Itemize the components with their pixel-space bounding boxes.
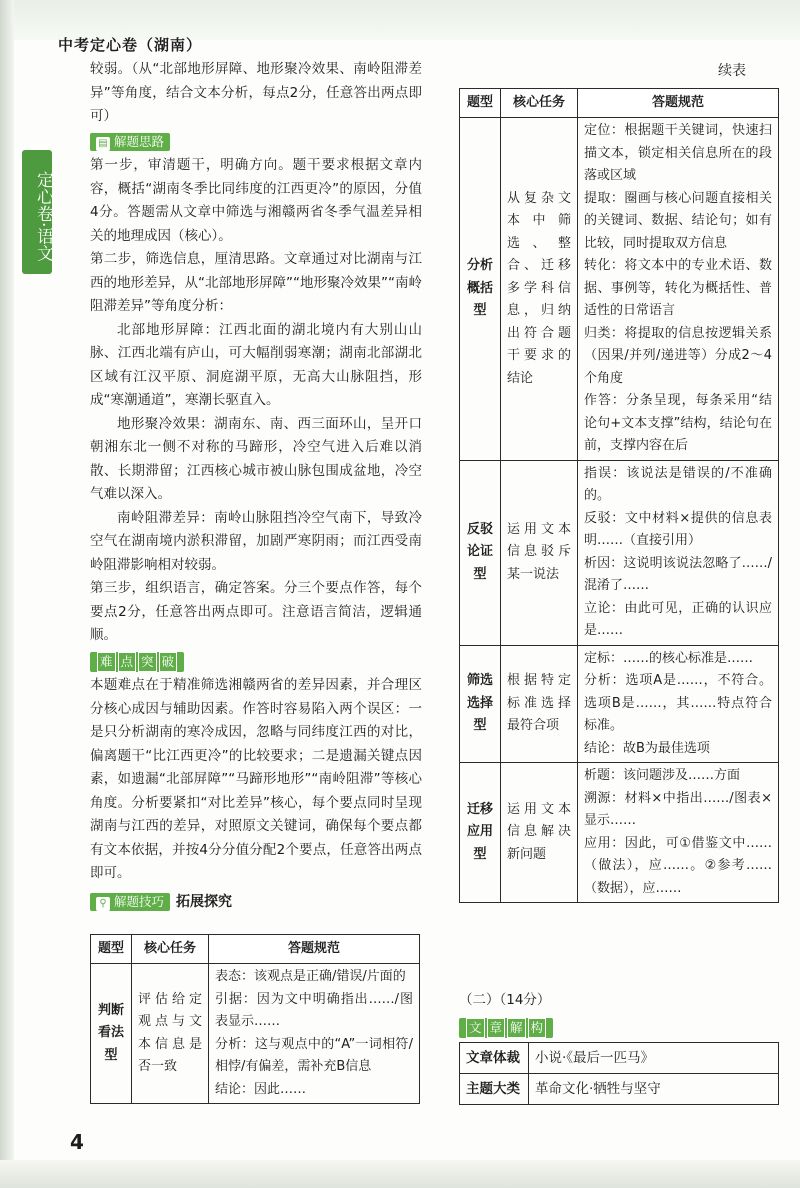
side-tab: 定心卷·语文 (22, 150, 52, 274)
key-icon: ⚲ (96, 897, 110, 911)
summary-value: 小说·《最后一匹马》 (529, 1043, 779, 1074)
cell-norm (578, 645, 779, 763)
cell-task: 运用文本信息解决新问题 (501, 763, 578, 903)
nandian-text: 本题难点在于精准筛选湘赣两省的差异因素，并合理区分核心成因与辅助因素。作答时容易陷入两个误区：一是只分析湖南的寒冷成因，忽略与同纬度江西的对比，偏离题干“比江西更冷”的比较要求；二是遗漏关键点因素，如遗漏“北部屏障”“马蹄形地形”“南岭阻滞”等核心角度。分析要紧扣“对比差异”核心，每个要点同时呈现湖南与江西的差异，对照原文关键词，确保每个要点都有文本依据，并按4分分值分配2个要点，任意答出两点即可。 (90, 677, 422, 881)
page-number: 4 (70, 1130, 84, 1154)
summary-key: 文章体裁 (460, 1043, 529, 1074)
point2: 地形聚冷效果：湖南东、南、西三面环山，呈开口朝湘东北一侧不对称的马蹄形，冷空气进入后难以消散、长期滞留；江西核心城市被山脉包围成盆地，冷空气难以深入。 (90, 415, 422, 502)
table-header-row (91, 935, 420, 964)
norm-line: 提取：圈画与核心问题直接相关的关键词、数据、结论句；如有比较，同时提取双方信息 (584, 190, 772, 251)
tag-jiqiao (90, 893, 170, 911)
cell-task: 评估给定观点与文本信息是否一致 (132, 964, 209, 1104)
step3: 第三步，组织语言，确定答案。分三个要点作答，每个要点2分，任意答出两点即可。注意语言简洁，逻辑通顺。 (90, 580, 422, 643)
norm-line: 定位：根据题干关键词，快速扫描文本，锁定相关信息所在的段落或区域 (584, 123, 772, 183)
th-norm: 答题规范 (578, 89, 779, 118)
norm-line: 归类：将提取的信息按逻辑关系（因果/并列/递进等）分成2～4个角度 (584, 325, 772, 386)
tag-char: 文 (466, 1018, 485, 1038)
page-header: 中考定心卷（湖南） (58, 36, 203, 54)
step1: 第一步，审清题干，明确方向。题干要求根据文章内容，概括“湖南冬季比同纬度的江西更冷”的原因，分值4分。答题需从文章中筛选与湘赣两省冬季气温差异相关的地理成因（核心）。 (90, 157, 422, 244)
point3: 南岭阻滞差异：南岭山脉阻挡冷空气南下，导致冷空气在湖南境内淤积滞留，加剧严寒阴雨；而江西受南岭阻滞影响相对较弱。 (90, 509, 422, 573)
tag-char: 构 (528, 1018, 547, 1038)
th-task: 核心任务 (132, 935, 209, 964)
cell-task: 根据特定标准选择最符合项 (501, 645, 578, 763)
tag-char: 章 (487, 1018, 506, 1038)
norm-line: 分析：选项A是……，不符合。选项B是……，其……特点符合标准。 (584, 673, 772, 733)
tag-char: 点 (118, 652, 137, 672)
tag-char: 破 (159, 652, 178, 672)
tag-char: 难 (97, 652, 116, 672)
tag-char: 解 (507, 1018, 526, 1038)
right-table (459, 88, 779, 903)
cell-type: 反驳论证型 (460, 460, 501, 645)
th-type: 题型 (91, 935, 132, 964)
summary-value: 革命文化·牺牲与坚守 (529, 1074, 779, 1105)
intro-text: 较弱。（从“北部地形屏障、地形聚冷效果、南岭阻滞差异”等角度，结合文本分析，每点2分，任意答出两点即可） (90, 61, 422, 124)
section-two-title: （二）（14分） (459, 992, 551, 1008)
continued-label: 续表 (718, 63, 746, 79)
norm-line: 转化：将文本中的专业术语、数据、事例等，转化为概括性、普适性的日常语言 (584, 258, 772, 318)
cell-type: 分析概括型 (460, 118, 501, 461)
norm-line: 溯源：材料×中指出……/图表×显示…… (584, 790, 772, 828)
table-row (460, 1074, 779, 1105)
cell-type: 判断看法型 (91, 964, 132, 1104)
th-task: 核心任务 (501, 89, 578, 118)
norm-line: 指误：该说法是错误的/不准确的。 (584, 465, 772, 503)
norm-line: 应用：因此，可①借鉴文中……（做法），应……。②参考……（数据），应…… (584, 835, 772, 896)
cell-type: 筛选选择型 (460, 645, 501, 763)
th-type: 题型 (460, 89, 501, 118)
tagline-jiqiao (90, 889, 422, 915)
table-row (460, 460, 779, 645)
cell-norm (209, 964, 420, 1104)
tag-wenzhang (459, 1018, 553, 1038)
cell-norm (578, 460, 779, 645)
left-table (90, 934, 420, 1104)
norm-line: 立论：由此可见，正确的认识应是…… (584, 600, 772, 638)
summary-table (459, 1042, 779, 1105)
tag-jiqiao-label: 解题技巧 (114, 893, 165, 909)
table-row (460, 1043, 779, 1074)
tag-char: 突 (138, 652, 157, 672)
book-icon: ▤ (96, 137, 110, 151)
summary-key: 主题大类 (460, 1074, 529, 1105)
norm-line: 析因：这说明该说法忽略了……/混淆了…… (584, 555, 772, 593)
extension-label: 拓展探究 (176, 893, 233, 910)
tag-nandian (90, 652, 184, 672)
norm-line: 分析：这与观点中的“A”一词相符/相悖/有偏差，需补充B信息 (215, 1036, 413, 1074)
step2: 第二步，筛选信息，厘清思路。文章通过对比湖南与江西的地形差异，从“北部地形屏障”“地形聚冷效果”“南岭阻滞差异”等角度分析： (90, 251, 422, 314)
norm-line: 析题：该问题涉及……方面 (584, 768, 741, 783)
th-norm: 答题规范 (209, 935, 420, 964)
left-column (90, 58, 422, 916)
cell-task: 从复杂文本中筛选、整合、迁移多学科信息，归纳出符合题干要求的结论 (501, 118, 578, 461)
norm-line: 结论：故B为最佳选项 (584, 740, 710, 756)
norm-line: 结论：因此…… (215, 1081, 307, 1097)
table-row (91, 964, 420, 1104)
binding-edge (0, 0, 14, 1188)
norm-line: 反驳：文中材料×提供的信息表明……（直接引用） (584, 510, 772, 548)
norm-line: 作答：分条呈现，每条采用“结论句+文本支撑”结构，结论句在前，支撑内容在后 (584, 393, 772, 453)
cell-norm (578, 118, 779, 461)
tag-jieti-label: 解题思路 (114, 133, 165, 149)
norm-line: 引据：因为文中明确指出……/图表显示…… (215, 991, 413, 1029)
table-row (460, 763, 779, 903)
norm-line: 表态：该观点是正确/错误/片面的 (215, 969, 406, 984)
norm-line: 定标：……的核心标准是…… (584, 650, 754, 666)
tag-jieti (90, 133, 170, 151)
cell-task: 运用文本信息驳斥某一说法 (501, 460, 578, 645)
table-row (460, 645, 779, 763)
cell-type: 迁移应用型 (460, 763, 501, 903)
cell-norm (578, 763, 779, 903)
table-header-row (460, 89, 779, 118)
table-row (460, 118, 779, 461)
point1: 北部地形屏障：江西北面的湖北境内有大别山山脉、江西北端有庐山，可大幅削弱寒潮；湖南北部湖北区域有江汉平原、洞庭湖平原，无高大山脉阻挡，形成“寒潮通道”，寒潮长驱直入。 (90, 321, 422, 408)
bottom-band (0, 1160, 800, 1188)
